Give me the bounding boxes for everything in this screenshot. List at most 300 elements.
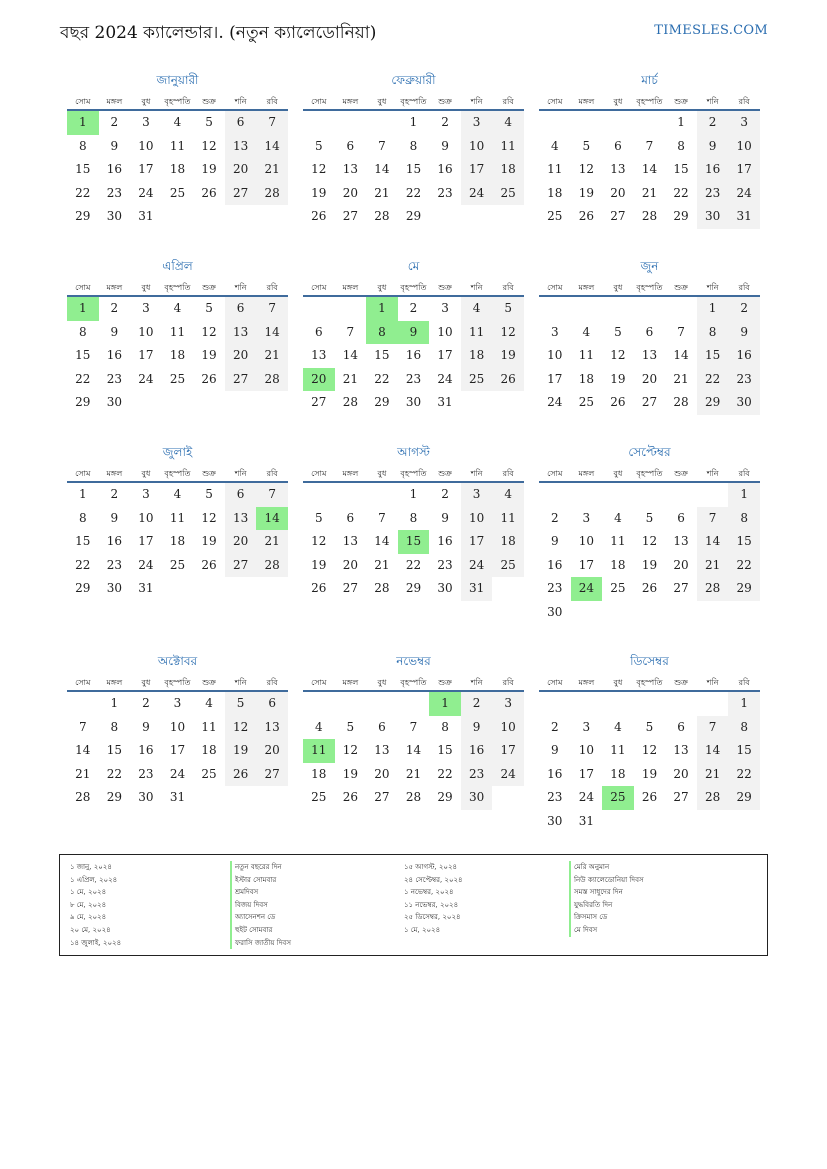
day-cell[interactable]: 27 xyxy=(673,581,689,595)
day-cell[interactable]: 26 xyxy=(610,395,626,409)
day-cell[interactable]: 27 xyxy=(256,763,288,787)
day-cell[interactable]: 27 xyxy=(610,209,626,223)
day-cell[interactable]: 28 xyxy=(256,554,288,578)
day-cell[interactable]: 4 xyxy=(614,510,622,525)
day-cell[interactable]: 2 xyxy=(550,719,559,734)
day-cell[interactable]: 12 xyxy=(201,324,217,339)
day-cell[interactable]: 18 xyxy=(311,766,327,781)
day-cell[interactable]: 19 xyxy=(201,534,217,548)
day-cell[interactable]: 10 xyxy=(138,324,154,339)
day-cell[interactable]: 4 xyxy=(582,324,591,339)
day-cell[interactable]: 29 xyxy=(437,790,453,804)
day-cell[interactable]: 29 xyxy=(728,577,760,601)
day-cell[interactable]: 27 xyxy=(225,182,257,206)
day-cell[interactable]: 20 xyxy=(225,158,257,182)
day-cell[interactable]: 26 xyxy=(641,581,658,595)
day-cell[interactable]: 9 xyxy=(728,321,760,345)
day-cell[interactable]: 20 xyxy=(256,739,288,763)
day-cell[interactable]: 20 xyxy=(342,185,358,200)
day-cell[interactable]: 18 xyxy=(169,534,186,548)
day-cell[interactable]: 19 xyxy=(201,348,217,362)
day-cell[interactable]: 10 xyxy=(169,719,186,734)
day-cell[interactable]: 20 xyxy=(673,557,689,572)
day-cell[interactable]: 29 xyxy=(728,786,760,810)
day-cell[interactable]: 15 xyxy=(673,162,689,176)
day-cell[interactable]: 23 xyxy=(437,185,453,200)
day-cell[interactable]: 25 xyxy=(578,395,594,409)
day-cell[interactable]: 29 xyxy=(75,395,91,409)
day-cell[interactable]: 6 xyxy=(225,297,257,321)
day-cell[interactable]: 6 xyxy=(225,111,257,135)
holiday-day-cell[interactable]: 20 xyxy=(303,368,335,392)
day-cell[interactable]: 10 xyxy=(138,510,154,525)
holiday-day-cell[interactable]: 1 xyxy=(67,111,99,135)
day-cell[interactable]: 18 xyxy=(578,371,594,386)
day-cell[interactable]: 6 xyxy=(346,510,355,525)
day-cell[interactable]: 8 xyxy=(677,138,685,153)
day-cell[interactable]: 2 xyxy=(142,696,150,710)
day-cell[interactable]: 18 xyxy=(492,530,524,554)
day-cell[interactable]: 3 xyxy=(173,696,182,710)
day-cell[interactable]: 10 xyxy=(547,348,563,362)
day-cell[interactable]: 21 xyxy=(342,371,358,386)
day-cell[interactable]: 5 xyxy=(645,719,654,734)
day-cell[interactable]: 29 xyxy=(75,581,91,595)
day-cell[interactable]: 16 xyxy=(106,534,122,548)
day-cell[interactable]: 7 xyxy=(697,507,729,531)
day-cell[interactable]: 23 xyxy=(547,581,563,595)
day-cell[interactable]: 24 xyxy=(437,371,453,386)
day-cell[interactable]: 16 xyxy=(437,534,453,548)
day-cell[interactable]: 28 xyxy=(641,209,658,223)
day-cell[interactable]: 3 xyxy=(142,487,150,501)
day-cell[interactable]: 12 xyxy=(641,743,658,757)
day-cell[interactable]: 2 xyxy=(728,297,760,321)
day-cell[interactable]: 13 xyxy=(225,507,257,531)
day-cell[interactable]: 16 xyxy=(461,739,493,763)
day-cell[interactable]: 22 xyxy=(405,185,422,200)
day-cell[interactable]: 20 xyxy=(673,766,689,781)
day-cell[interactable]: 28 xyxy=(374,209,390,223)
day-cell[interactable]: 17 xyxy=(138,162,154,176)
day-cell[interactable]: 25 xyxy=(169,185,186,200)
day-cell[interactable]: 14 xyxy=(697,739,729,763)
day-cell[interactable]: 12 xyxy=(311,534,327,548)
holiday-day-cell[interactable]: 1 xyxy=(366,297,398,321)
day-cell[interactable]: 2 xyxy=(441,115,449,129)
day-cell[interactable]: 8 xyxy=(409,138,418,153)
day-cell[interactable]: 9 xyxy=(441,138,449,153)
day-cell[interactable]: 25 xyxy=(311,790,327,804)
day-cell[interactable]: 29 xyxy=(374,395,390,409)
day-cell[interactable]: 11 xyxy=(547,162,563,176)
day-cell[interactable]: 2 xyxy=(110,301,119,315)
day-cell[interactable]: 30 xyxy=(405,395,422,409)
day-cell[interactable]: 24 xyxy=(138,185,154,200)
day-cell[interactable]: 23 xyxy=(437,557,453,572)
day-cell[interactable]: 13 xyxy=(342,162,358,176)
day-cell[interactable]: 2 xyxy=(697,111,729,135)
day-cell[interactable]: 8 xyxy=(110,719,119,734)
day-cell[interactable]: 26 xyxy=(492,368,524,392)
day-cell[interactable]: 25 xyxy=(547,209,563,223)
day-cell[interactable]: 11 xyxy=(201,719,217,734)
day-cell[interactable]: 26 xyxy=(342,790,358,804)
day-cell[interactable]: 1 xyxy=(78,487,87,501)
day-cell[interactable]: 5 xyxy=(205,301,213,315)
day-cell[interactable]: 7 xyxy=(256,297,288,321)
day-cell[interactable]: 7 xyxy=(409,719,418,734)
day-cell[interactable]: 9 xyxy=(142,719,150,734)
day-cell[interactable]: 22 xyxy=(75,557,91,572)
day-cell[interactable]: 23 xyxy=(697,182,729,206)
day-cell[interactable]: 21 xyxy=(374,185,390,200)
day-cell[interactable]: 7 xyxy=(378,138,386,153)
day-cell[interactable]: 20 xyxy=(641,371,658,386)
day-cell[interactable]: 16 xyxy=(728,344,760,368)
day-cell[interactable]: 7 xyxy=(645,138,654,153)
day-cell[interactable]: 30 xyxy=(547,813,563,828)
day-cell[interactable]: 29 xyxy=(106,790,122,804)
day-cell[interactable]: 13 xyxy=(256,716,288,740)
day-cell[interactable]: 15 xyxy=(106,743,122,757)
day-cell[interactable]: 13 xyxy=(641,348,658,362)
day-cell[interactable]: 8 xyxy=(78,324,87,339)
day-cell[interactable]: 23 xyxy=(106,185,122,200)
day-cell[interactable]: 1 xyxy=(677,115,685,129)
day-cell[interactable]: 9 xyxy=(110,138,119,153)
day-cell[interactable]: 21 xyxy=(374,557,390,572)
day-cell[interactable]: 10 xyxy=(461,135,493,159)
day-cell[interactable]: 1 xyxy=(697,297,729,321)
day-cell[interactable]: 12 xyxy=(201,138,217,153)
day-cell[interactable]: 21 xyxy=(697,763,729,787)
day-cell[interactable]: 19 xyxy=(641,557,658,572)
day-cell[interactable]: 19 xyxy=(311,185,327,200)
day-cell[interactable]: 7 xyxy=(378,510,386,525)
day-cell[interactable]: 8 xyxy=(78,510,87,525)
day-cell[interactable]: 16 xyxy=(547,766,563,781)
day-cell[interactable]: 5 xyxy=(314,510,323,525)
holiday-day-cell[interactable]: 25 xyxy=(602,786,634,810)
day-cell[interactable]: 10 xyxy=(728,135,760,159)
day-cell[interactable]: 23 xyxy=(138,766,154,781)
day-cell[interactable]: 4 xyxy=(205,696,213,710)
day-cell[interactable]: 13 xyxy=(342,534,358,548)
day-cell[interactable]: 26 xyxy=(201,185,217,200)
day-cell[interactable]: 5 xyxy=(205,115,213,129)
day-cell[interactable]: 2 xyxy=(409,301,418,315)
day-cell[interactable]: 18 xyxy=(201,743,217,757)
day-cell[interactable]: 30 xyxy=(697,205,729,229)
day-cell[interactable]: 13 xyxy=(225,135,257,159)
day-cell[interactable]: 18 xyxy=(169,348,186,362)
day-cell[interactable]: 14 xyxy=(641,162,658,176)
day-cell[interactable]: 1 xyxy=(728,692,760,716)
day-cell[interactable]: 27 xyxy=(673,790,689,804)
day-cell[interactable]: 22 xyxy=(75,371,91,386)
day-cell[interactable]: 3 xyxy=(550,324,559,339)
day-cell[interactable]: 27 xyxy=(225,368,257,392)
day-cell[interactable]: 30 xyxy=(106,209,122,223)
day-cell[interactable]: 28 xyxy=(697,577,729,601)
holiday-day-cell[interactable]: 1 xyxy=(429,692,461,716)
day-cell[interactable]: 16 xyxy=(106,348,122,362)
day-cell[interactable]: 17 xyxy=(492,739,524,763)
day-cell[interactable]: 24 xyxy=(578,790,594,804)
day-cell[interactable]: 1 xyxy=(728,483,760,507)
day-cell[interactable]: 1 xyxy=(110,696,119,710)
day-cell[interactable]: 4 xyxy=(550,138,559,153)
day-cell[interactable]: 6 xyxy=(677,510,685,525)
day-cell[interactable]: 20 xyxy=(225,344,257,368)
day-cell[interactable]: 3 xyxy=(441,301,449,315)
day-cell[interactable]: 11 xyxy=(610,534,626,548)
day-cell[interactable]: 19 xyxy=(225,739,257,763)
day-cell[interactable]: 14 xyxy=(697,530,729,554)
day-cell[interactable]: 8 xyxy=(441,719,449,734)
day-cell[interactable]: 17 xyxy=(547,371,563,386)
day-cell[interactable]: 28 xyxy=(256,182,288,206)
day-cell[interactable]: 20 xyxy=(225,530,257,554)
day-cell[interactable]: 27 xyxy=(225,554,257,578)
day-cell[interactable]: 17 xyxy=(169,743,186,757)
day-cell[interactable]: 6 xyxy=(614,138,622,153)
day-cell[interactable]: 6 xyxy=(225,483,257,507)
day-cell[interactable]: 25 xyxy=(492,554,524,578)
day-cell[interactable]: 13 xyxy=(610,162,626,176)
day-cell[interactable]: 10 xyxy=(578,743,594,757)
day-cell[interactable]: 4 xyxy=(492,483,524,507)
day-cell[interactable]: 5 xyxy=(492,297,524,321)
day-cell[interactable]: 30 xyxy=(106,395,122,409)
day-cell[interactable]: 14 xyxy=(673,348,689,362)
day-cell[interactable]: 10 xyxy=(492,716,524,740)
day-cell[interactable]: 12 xyxy=(641,534,658,548)
day-cell[interactable]: 16 xyxy=(405,348,422,362)
day-cell[interactable]: 26 xyxy=(225,763,257,787)
day-cell[interactable]: 19 xyxy=(578,185,594,200)
brand-link[interactable]: TIMESLES.COM xyxy=(654,23,768,38)
day-cell[interactable]: 21 xyxy=(697,554,729,578)
day-cell[interactable]: 26 xyxy=(578,209,594,223)
day-cell[interactable]: 17 xyxy=(578,766,594,781)
day-cell[interactable]: 16 xyxy=(697,158,729,182)
day-cell[interactable]: 31 xyxy=(437,395,453,409)
day-cell[interactable]: 18 xyxy=(547,185,563,200)
day-cell[interactable]: 1 xyxy=(409,487,418,501)
day-cell[interactable]: 8 xyxy=(78,138,87,153)
day-cell[interactable]: 22 xyxy=(75,185,91,200)
day-cell[interactable]: 23 xyxy=(461,763,493,787)
day-cell[interactable]: 12 xyxy=(201,510,217,525)
day-cell[interactable]: 24 xyxy=(728,182,760,206)
holiday-day-cell[interactable]: 24 xyxy=(571,577,603,601)
day-cell[interactable]: 11 xyxy=(461,321,493,345)
day-cell[interactable]: 6 xyxy=(677,719,685,734)
day-cell[interactable]: 5 xyxy=(645,510,654,525)
day-cell[interactable]: 29 xyxy=(405,581,422,595)
day-cell[interactable]: 28 xyxy=(256,368,288,392)
day-cell[interactable]: 21 xyxy=(405,766,422,781)
day-cell[interactable]: 10 xyxy=(578,534,594,548)
day-cell[interactable]: 15 xyxy=(75,534,91,548)
day-cell[interactable]: 2 xyxy=(441,487,449,501)
day-cell[interactable]: 4 xyxy=(173,487,182,501)
day-cell[interactable]: 11 xyxy=(492,507,524,531)
day-cell[interactable]: 15 xyxy=(374,348,390,362)
day-cell[interactable]: 20 xyxy=(342,557,358,572)
day-cell[interactable]: 5 xyxy=(225,692,257,716)
day-cell[interactable]: 28 xyxy=(75,790,91,804)
day-cell[interactable]: 17 xyxy=(728,158,760,182)
day-cell[interactable]: 25 xyxy=(169,557,186,572)
day-cell[interactable]: 22 xyxy=(728,763,760,787)
day-cell[interactable]: 28 xyxy=(673,395,689,409)
day-cell[interactable]: 18 xyxy=(610,766,626,781)
day-cell[interactable]: 8 xyxy=(728,507,760,531)
day-cell[interactable]: 29 xyxy=(75,209,91,223)
day-cell[interactable]: 18 xyxy=(492,158,524,182)
day-cell[interactable]: 2 xyxy=(550,510,559,525)
day-cell[interactable]: 10 xyxy=(461,507,493,531)
day-cell[interactable]: 24 xyxy=(138,371,154,386)
day-cell[interactable]: 22 xyxy=(697,368,729,392)
day-cell[interactable]: 29 xyxy=(673,209,689,223)
day-cell[interactable]: 21 xyxy=(75,766,91,781)
day-cell[interactable]: 31 xyxy=(138,209,154,223)
day-cell[interactable]: 27 xyxy=(311,395,327,409)
day-cell[interactable]: 6 xyxy=(645,324,654,339)
day-cell[interactable]: 16 xyxy=(106,162,122,176)
day-cell[interactable]: 23 xyxy=(106,371,122,386)
day-cell[interactable]: 2 xyxy=(110,115,119,129)
day-cell[interactable]: 18 xyxy=(169,162,186,176)
day-cell[interactable]: 17 xyxy=(578,557,594,572)
day-cell[interactable]: 14 xyxy=(256,135,288,159)
day-cell[interactable]: 24 xyxy=(138,557,154,572)
day-cell[interactable]: 22 xyxy=(673,185,689,200)
day-cell[interactable]: 30 xyxy=(138,790,154,804)
day-cell[interactable]: 15 xyxy=(437,743,453,757)
day-cell[interactable]: 11 xyxy=(169,510,186,525)
day-cell[interactable]: 27 xyxy=(374,790,390,804)
day-cell[interactable]: 4 xyxy=(492,111,524,135)
day-cell[interactable]: 14 xyxy=(256,321,288,345)
day-cell[interactable]: 26 xyxy=(311,581,327,595)
day-cell[interactable]: 12 xyxy=(342,743,358,757)
day-cell[interactable]: 3 xyxy=(461,111,493,135)
day-cell[interactable]: 21 xyxy=(673,371,689,386)
day-cell[interactable]: 13 xyxy=(673,534,689,548)
day-cell[interactable]: 19 xyxy=(492,344,524,368)
day-cell[interactable]: 19 xyxy=(201,162,217,176)
day-cell[interactable]: 17 xyxy=(461,158,493,182)
day-cell[interactable]: 30 xyxy=(461,786,493,810)
day-cell[interactable]: 6 xyxy=(378,719,386,734)
day-cell[interactable]: 23 xyxy=(405,371,422,386)
day-cell[interactable]: 26 xyxy=(641,790,658,804)
day-cell[interactable]: 10 xyxy=(437,324,453,339)
day-cell[interactable]: 31 xyxy=(138,581,154,595)
day-cell[interactable]: 5 xyxy=(314,138,323,153)
day-cell[interactable]: 14 xyxy=(374,162,390,176)
day-cell[interactable]: 7 xyxy=(677,324,685,339)
day-cell[interactable]: 17 xyxy=(138,348,154,362)
day-cell[interactable]: 12 xyxy=(311,162,327,176)
day-cell[interactable]: 13 xyxy=(311,348,327,362)
day-cell[interactable]: 25 xyxy=(201,766,217,781)
day-cell[interactable]: 16 xyxy=(138,743,154,757)
day-cell[interactable]: 10 xyxy=(138,138,154,153)
day-cell[interactable]: 19 xyxy=(311,557,327,572)
day-cell[interactable]: 24 xyxy=(461,182,493,206)
day-cell[interactable]: 21 xyxy=(256,158,288,182)
day-cell[interactable]: 13 xyxy=(673,743,689,757)
day-cell[interactable]: 3 xyxy=(582,719,591,734)
holiday-day-cell[interactable]: 15 xyxy=(398,530,430,554)
day-cell[interactable]: 3 xyxy=(492,692,524,716)
day-cell[interactable]: 11 xyxy=(492,135,524,159)
day-cell[interactable]: 12 xyxy=(225,716,257,740)
day-cell[interactable]: 3 xyxy=(728,111,760,135)
day-cell[interactable]: 23 xyxy=(106,557,122,572)
holiday-day-cell[interactable]: 9 xyxy=(398,321,430,345)
day-cell[interactable]: 7 xyxy=(78,719,87,734)
day-cell[interactable]: 4 xyxy=(173,115,182,129)
day-cell[interactable]: 14 xyxy=(75,743,91,757)
day-cell[interactable]: 20 xyxy=(610,185,626,200)
day-cell[interactable]: 28 xyxy=(342,395,358,409)
day-cell[interactable]: 4 xyxy=(173,301,182,315)
day-cell[interactable]: 9 xyxy=(550,534,559,548)
day-cell[interactable]: 31 xyxy=(461,577,493,601)
day-cell[interactable]: 11 xyxy=(578,348,594,362)
day-cell[interactable]: 9 xyxy=(110,510,119,525)
day-cell[interactable]: 9 xyxy=(461,716,493,740)
day-cell[interactable]: 15 xyxy=(728,530,760,554)
day-cell[interactable]: 30 xyxy=(728,391,760,415)
day-cell[interactable]: 6 xyxy=(256,692,288,716)
day-cell[interactable]: 20 xyxy=(374,766,390,781)
day-cell[interactable]: 15 xyxy=(75,348,91,362)
day-cell[interactable]: 22 xyxy=(405,557,422,572)
day-cell[interactable]: 27 xyxy=(342,209,358,223)
day-cell[interactable]: 2 xyxy=(461,692,493,716)
holiday-day-cell[interactable]: 8 xyxy=(366,321,398,345)
day-cell[interactable]: 29 xyxy=(405,209,422,223)
day-cell[interactable]: 9 xyxy=(550,743,559,757)
holiday-day-cell[interactable]: 11 xyxy=(303,739,335,763)
day-cell[interactable]: 24 xyxy=(461,554,493,578)
day-cell[interactable]: 19 xyxy=(342,766,358,781)
day-cell[interactable]: 14 xyxy=(405,743,422,757)
day-cell[interactable]: 14 xyxy=(374,534,390,548)
day-cell[interactable]: 8 xyxy=(409,510,418,525)
day-cell[interactable]: 5 xyxy=(582,138,591,153)
day-cell[interactable]: 16 xyxy=(547,557,563,572)
day-cell[interactable]: 18 xyxy=(610,557,626,572)
day-cell[interactable]: 30 xyxy=(547,604,563,619)
day-cell[interactable]: 4 xyxy=(461,297,493,321)
day-cell[interactable]: 26 xyxy=(311,209,327,223)
day-cell[interactable]: 22 xyxy=(106,766,122,781)
day-cell[interactable]: 30 xyxy=(106,581,122,595)
day-cell[interactable]: 8 xyxy=(697,321,729,345)
day-cell[interactable]: 3 xyxy=(582,510,591,525)
day-cell[interactable]: 24 xyxy=(547,395,563,409)
day-cell[interactable]: 28 xyxy=(405,790,422,804)
